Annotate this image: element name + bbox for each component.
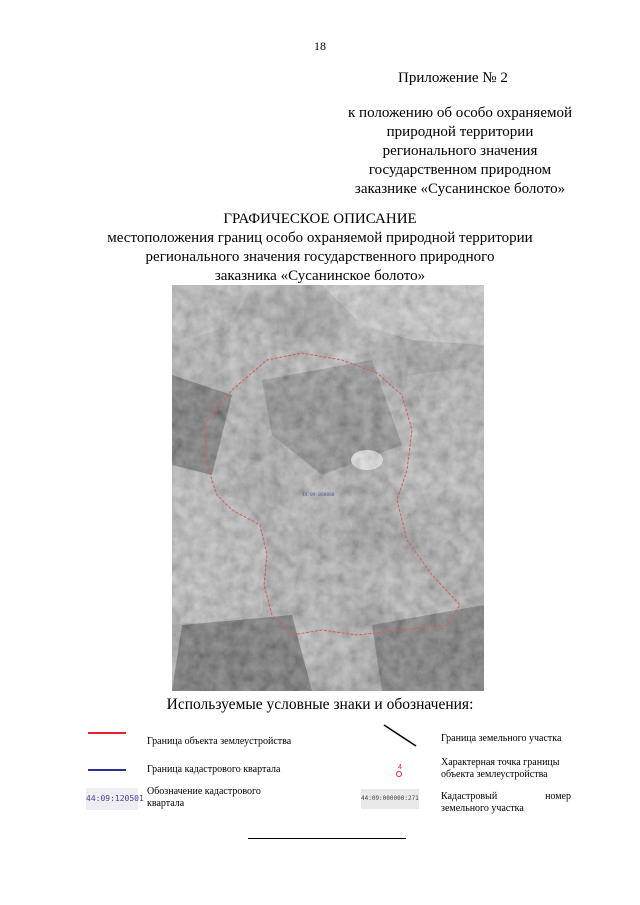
map-cadastral-label: 44:09:000000 bbox=[302, 493, 335, 498]
appendix-line: заказнике «Сусанинское болото» bbox=[354, 181, 566, 197]
page-number: 18 bbox=[314, 39, 326, 53]
legend-label-land-plot-boundary: Граница земельного участка bbox=[441, 733, 562, 744]
land-plot-number-sample bbox=[361, 789, 419, 809]
heading-line: заказника «Сусанинское болото» bbox=[214, 268, 426, 284]
legend-label-cadastral-quarter: Обозначение кадастрового квартала bbox=[147, 786, 261, 809]
appendix-line: регионального значения bbox=[382, 143, 538, 159]
land-plot-boundary-symbol bbox=[383, 724, 417, 748]
heading-line: местоположения границ особо охраняемой природной территории bbox=[107, 230, 533, 246]
appendix-subtitle bbox=[330, 104, 590, 199]
legend-label-boundary-point: Характерная точка границы объекта землеустройства bbox=[441, 757, 560, 780]
appendix-line: к положению об особо охраняемой bbox=[348, 105, 572, 121]
land-plot-number-sample-text: 44:09:000000:271 bbox=[361, 795, 419, 802]
legend-label-cadastral-quarter-boundary: Граница кадастрового квартала bbox=[147, 764, 281, 775]
legend-label-object-boundary: Граница объекта землеустройства bbox=[147, 736, 292, 747]
heading-title: ГРАФИЧЕСКОЕ ОПИСАНИЕ bbox=[223, 211, 417, 227]
cadastral-quarter-sample-text: 44:09:120501 bbox=[86, 794, 144, 803]
cadastral-quarter-sample bbox=[86, 788, 144, 810]
aerial-map bbox=[172, 285, 484, 691]
map-image bbox=[172, 285, 484, 691]
legend-title: Используемые условные знаки и обозначения: bbox=[166, 696, 474, 713]
boundary-point-symbol bbox=[396, 764, 406, 778]
appendix-line: природной территории bbox=[386, 124, 534, 140]
boundary-point-dot bbox=[396, 771, 402, 777]
legend-label-land-plot-number: Кадастровый номер земельного участка bbox=[441, 791, 571, 814]
heading-line: регионального значения государственного природного bbox=[145, 249, 495, 265]
footer-rule bbox=[248, 838, 406, 839]
appendix-title: Приложение № 2 bbox=[398, 70, 508, 86]
document-heading bbox=[0, 210, 640, 286]
object-boundary-symbol bbox=[88, 730, 126, 736]
boundary-point-number: 4 bbox=[398, 764, 402, 771]
cadastral-quarter-boundary-symbol bbox=[88, 767, 126, 773]
appendix-line: государственном природном bbox=[368, 162, 552, 178]
